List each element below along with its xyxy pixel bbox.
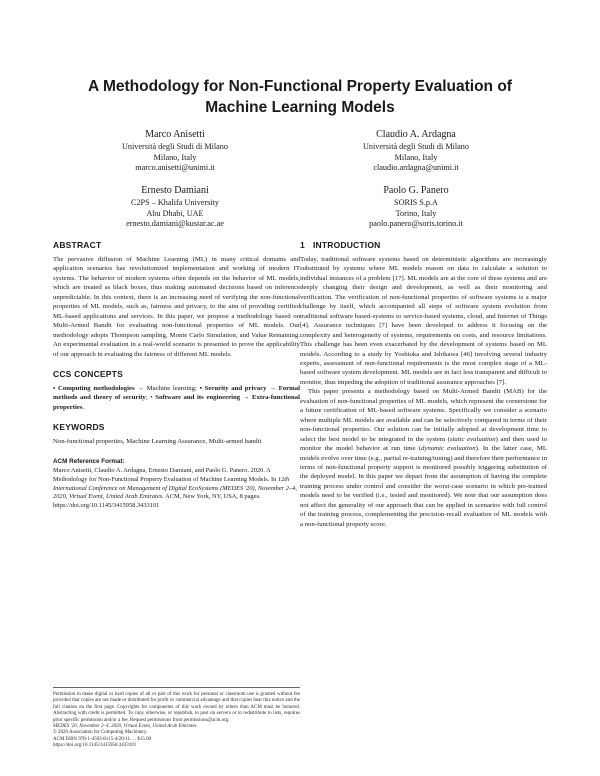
author-location: Abu Dhabi, UAE: [146, 208, 204, 218]
acm-reference-heading: ACM Reference Format:: [53, 457, 125, 465]
author-name: Marco Anisetti: [145, 129, 205, 140]
author-affiliation: SORIS S.p.A: [394, 198, 438, 207]
author-affiliation: Università degli Studi di Milano: [122, 142, 228, 151]
left-column: [53, 240, 300, 511]
abstract-heading: ABSTRACT: [53, 240, 102, 250]
copyright-line: © 2020 Association for Computing Machinery.: [53, 730, 148, 736]
author-location: Milano, Italy: [394, 152, 438, 162]
author-name: Ernesto Damiani: [141, 185, 209, 196]
author-email: paolo.panero@soris.torino.it: [369, 219, 463, 229]
right-column: [300, 240, 547, 529]
ccs-heading: CCS CONCEPTS: [53, 368, 123, 379]
permission-notice: Permission to make digital or hard copies of all or part of this work for personal or classroom use is granted without fee provided that copies are not made or distributed for profit or commercial advantage and that copies bear this notice and the full citation on the first page. Copyrights for components of this work owned by others than ACM must be honored. Abstracting with credit is permitted. To copy otherwise, or republish, to post on servers or to redistribute to lists, requires prior specific permission and/or a fee. Request permissions from permissions@acm.org.: [53, 692, 300, 723]
conference-line: MEDES '20, November 2–4, 2020, Virtual Event, United Arab Emirates: [53, 724, 197, 730]
footnote-rule: [53, 687, 300, 688]
author-affiliation: Università degli Studi di Milano: [363, 142, 469, 151]
intro-paragraph-2: This paper presents a methodology based on Multi-Armed Bandit (MAB) for the evaluation of non-functional properties of ML models, which represent the cornerstone for a future certification of ML-based software systems. Specifically we consider a scenario where multiple ML models are available and can be selectively compared in terms of their non-functional properties. Our solution can be initially adopted at development time to select the best model to be integrated in the system (static evaluation) and then used to monitor the model behavior at run time (dynamic evaluation). In the latter case, ML models evolve over time (e.g., partial re-training/tuning) and therefore their performance in terms of non-functional property support is monitored possibly triggering substitution of the deployed model. In this paper we depart from the assumption of having the complete training process under control and consider the worst-case scenario in which pre-trained models need to be verified (i.e., tested and monitored). We note that our assumption does not affect the generality of our approach that can be applied in scenarios with full control of the training process, complementing the precision-recall evaluation of ML models with a non-functional property score.: [300, 388, 547, 528]
author-block: [100, 184, 250, 230]
author-location: Torino, Italy: [395, 208, 437, 218]
section-number: 1: [300, 240, 305, 250]
intro-heading: 1 INTRODUCTION: [300, 240, 381, 250]
keywords-text: Non-functional properties, Machine Learning Assurance, Multi-armed bandit: [53, 438, 262, 446]
author-block: [100, 128, 250, 174]
copyright-footnote: [53, 687, 300, 750]
keywords-heading: KEYWORDS: [53, 422, 105, 433]
title-line-2: Machine Learning Models: [205, 99, 395, 116]
intro-paragraph-1: Today, traditional software systems based on deterministic algorithms are increasingly substituted by systems where ML models reason on data to calculate a solution to individual instances of a problem [17]. ML models are at the core of these systems and are deeply changing their design and development, as well as their monitoring and verification. The verification of non-functional properties of software systems is a major challenge by itself, which accompanied all steps of software system evolution from traditional software based-systems to service-based systems, cloud, and Internet of Things [4]. Assurance techniques [7] have been developed to address it focusing on the complexity and heterogeneity of systems, requirements on costs, and resource limitations. This challenge has been even exacerbated by the development of systems based on ML models. According to a study by Yoshioka and Ishikawa [46] involving several industry experts, assessment of non-functional requirements is the most complex stage of a ML-based software system development. ML models are in fact less transparent and difficult to monitor, thus impeding the adoption of traditional assurance approaches [7].: [300, 256, 547, 386]
author-name: Paolo G. Panero: [383, 185, 449, 196]
title-line-1: A Methodology for Non-Functional Property Evaluation of: [88, 78, 512, 95]
acm-reference-text: Marco Anisetti, Claudio A. Ardagna, Ernesto Damiani, and Paolo G. Panero. 2020. A Methodology for Non-Functional Property Evaluation of Machine Learning Models. In 12th International Conference on Management of Digital EcoSystems (MEDES '20), November 2–4, 2020, Virtual Event, United Arab Emirates. ACM, New York, NY, USA, 8 pages. https://doi.org/10.1145/3415958.3433101: [53, 467, 297, 510]
author-location: Milano, Italy: [153, 152, 197, 162]
abstract-text: The pervasive diffusion of Machine Learning (ML) in many critical domains and application scenarios has revolutionized implementation and working of modern IT systems. The behavior of modern systems often depends on the behavior of ML models, which are treated as black boxes, thus making automated decisions based on inference unpredictable. In this context, there is an increasing need of verifying the non-functional properties of ML models, such as, fairness and privacy, to the aim of providing certified ML-based applications and services. In this paper, we propose a methodology based on Multi-Armed Bandit for evaluating non-functional properties of ML models. Our methodology adopts Thompson sampling, Monte Carlo Simulation, and Value Remaining. An experimental evaluation in a real-world scenario is presented to prove the applicability of our approach in evaluating the fairness of different ML models.: [53, 256, 300, 358]
author-name: Claudio A. Ardagna: [376, 129, 456, 140]
author-email: ernesto.damiani@kustar.ac.ae: [126, 219, 224, 229]
author-block: [336, 128, 496, 174]
author-email: claudio.ardagna@unimi.it: [373, 163, 459, 173]
paper-title: [40, 76, 560, 118]
author-block: [336, 184, 496, 230]
doi-link[interactable]: https://doi.org/10.1145/3415958.3433101: [53, 743, 137, 749]
author-affiliation: C2PS – Khalifa University: [130, 198, 219, 207]
isbn-line: ACM ISBN 978-1-4503-8115-4/20/11. . . $15.00: [53, 736, 152, 742]
ccs-concepts: • Computing methodologies → Machine learning; • Security and privacy → Formal methods and theory of security; • Software and its engineering → Extra-functional properties.: [53, 384, 301, 411]
author-email: marco.anisetti@unimi.it: [135, 163, 215, 173]
